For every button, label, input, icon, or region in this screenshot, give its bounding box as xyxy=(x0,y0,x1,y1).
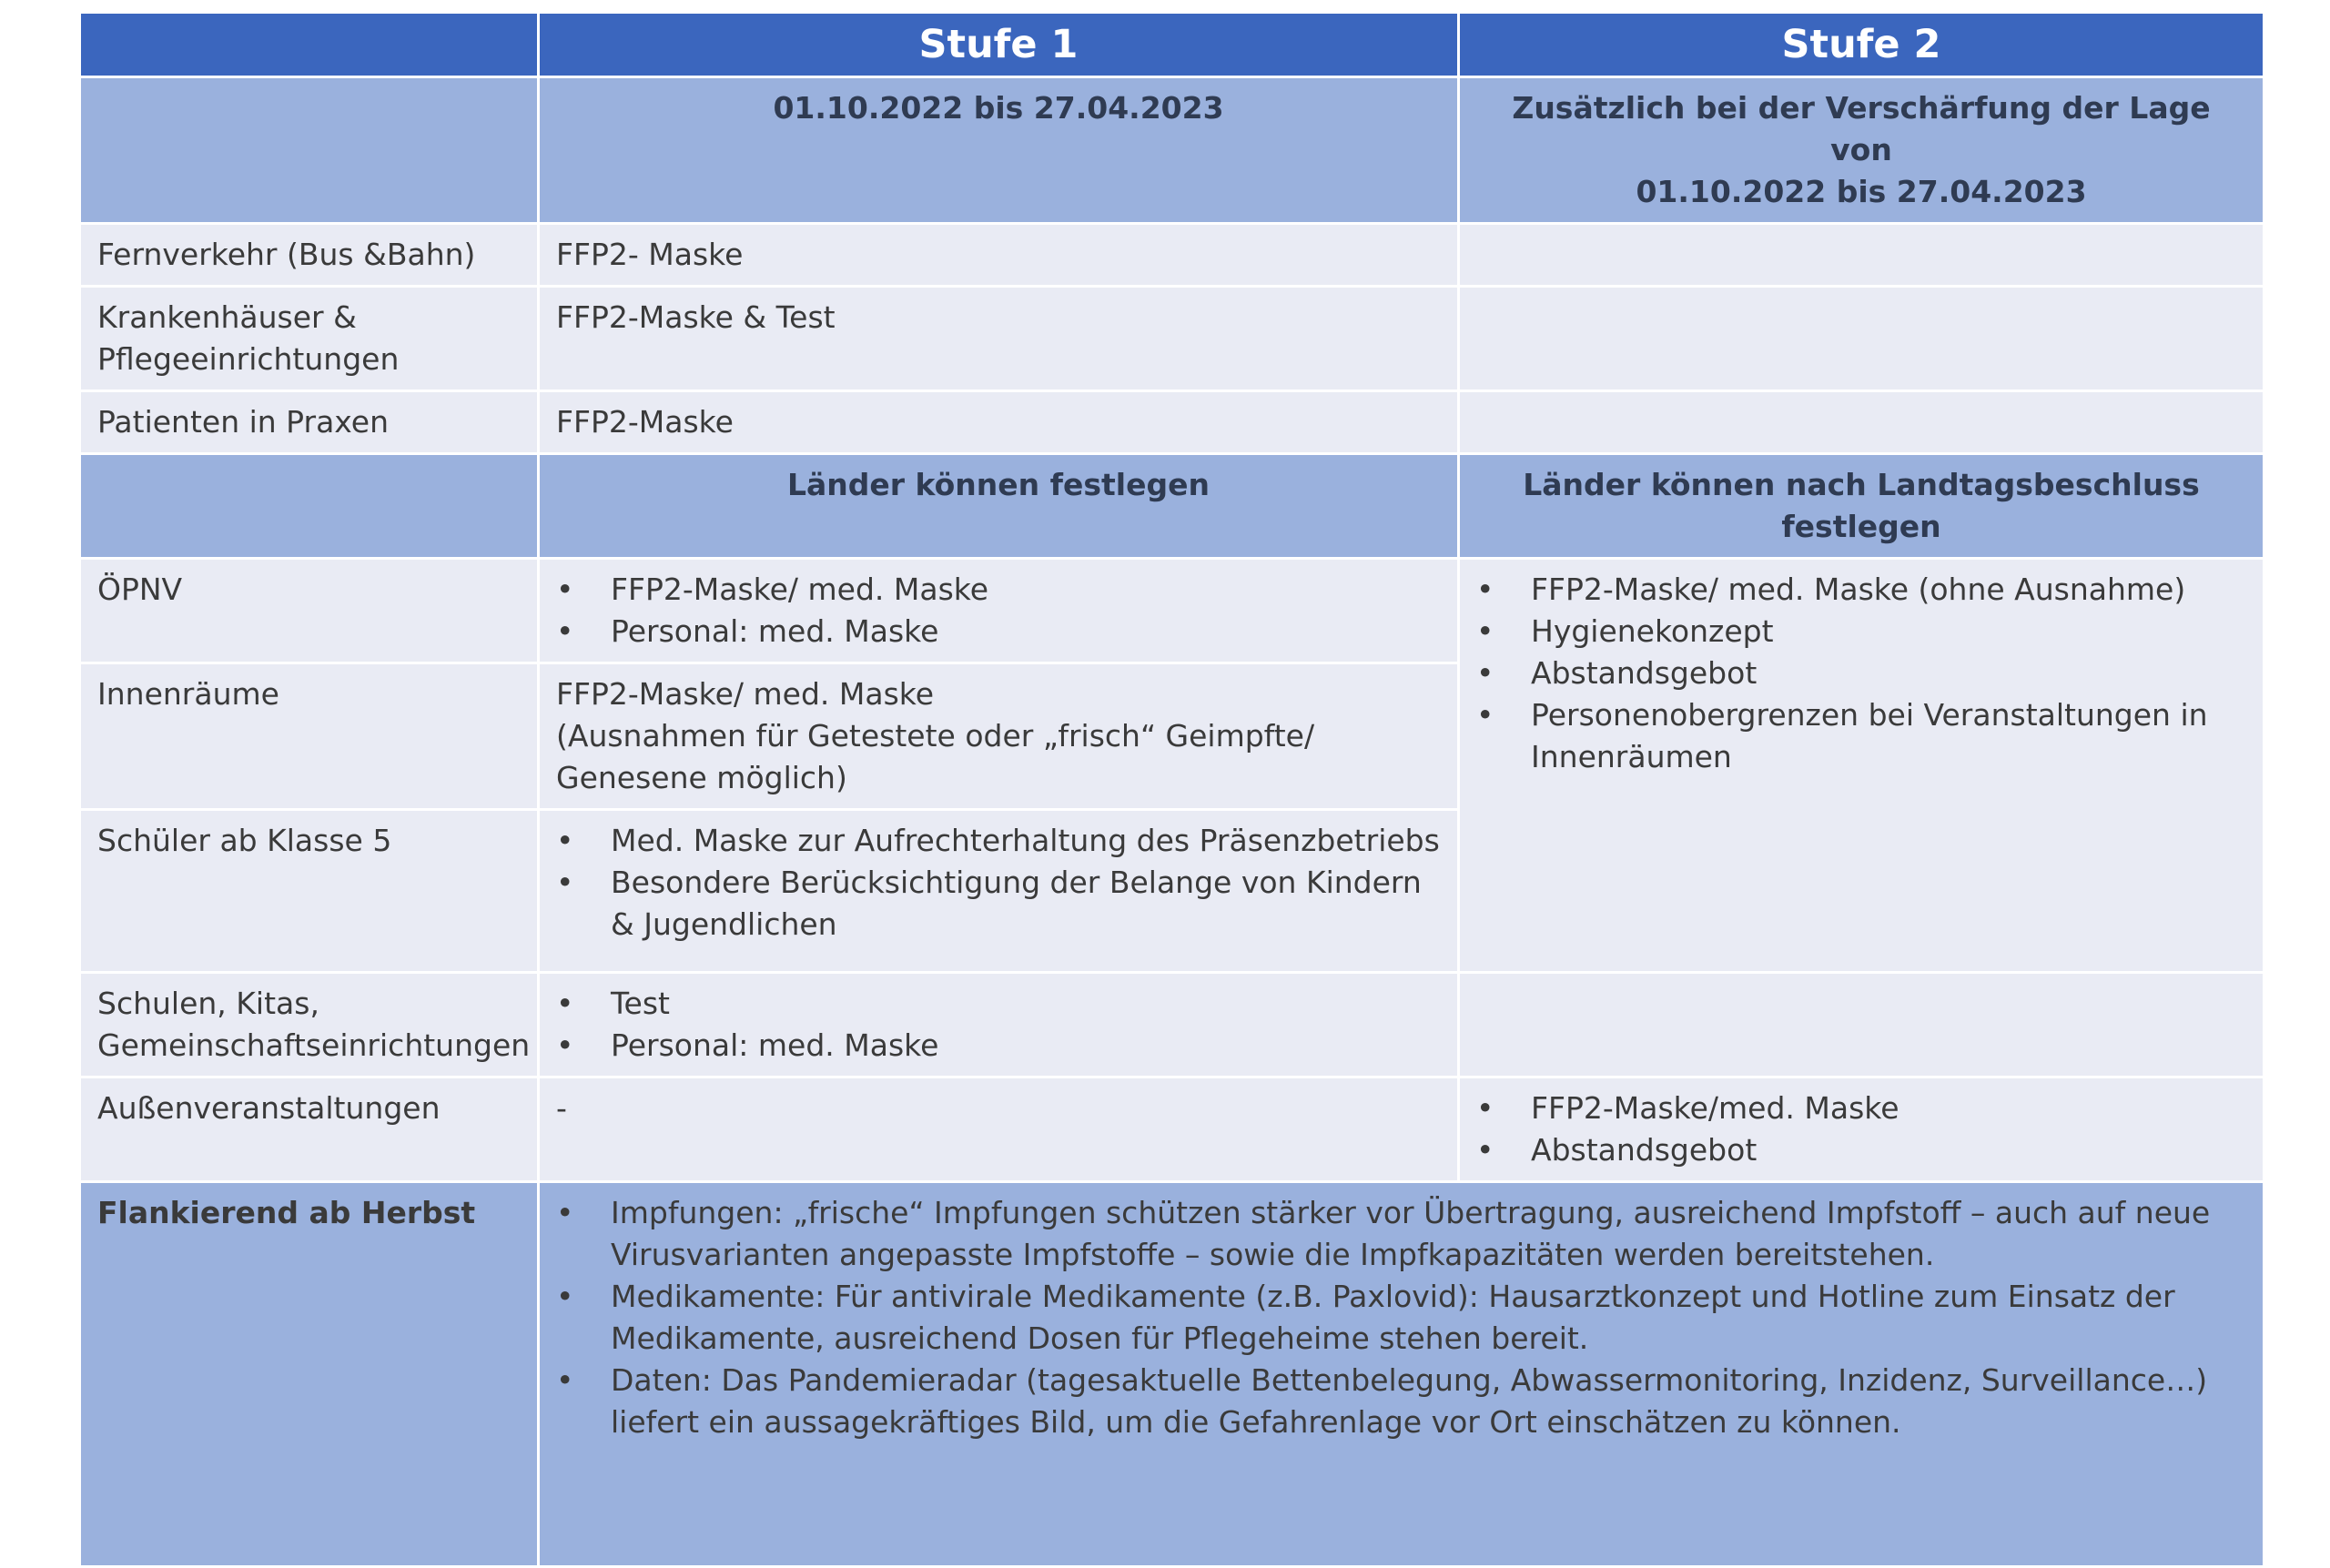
row-label-line1: Krankenhäuser & xyxy=(97,299,357,335)
row-label xyxy=(80,287,539,391)
list-item: • Daten: Das Pandemieradar (tagesaktuelle Bettenbelegung, Abwassermonitoring, Inzidenz, Surveillance…) liefert ein aussagekräftiges Bild, um die Gefahrenlage vor Ort einschätzen zu können. xyxy=(556,1360,2246,1443)
stufe1-value xyxy=(539,810,1459,973)
row-label-line2: Gemeinschaftseinrichtungen xyxy=(97,1027,531,1063)
empty-subheader-cell xyxy=(80,454,539,559)
stufe1-value: - xyxy=(539,1077,1459,1182)
stufe2-period-line2: 01.10.2022 bis 27.04.2023 xyxy=(1636,174,2087,209)
table-row-schulen xyxy=(80,973,2264,1077)
table-row-fernverkehr xyxy=(80,224,2264,287)
list-item: • FFP2-Maske/ med. Maske (ohne Ausnahme) xyxy=(1476,569,2246,611)
list-item: • Test xyxy=(556,983,1441,1025)
stufe1-value: FFP2-Maske & Test xyxy=(539,287,1459,391)
list-item: • FFP2-Maske/ med. Maske xyxy=(556,569,1441,611)
bullet-list xyxy=(1476,1087,2246,1171)
laender-subheader-row xyxy=(80,454,2264,559)
list-item: • Personenobergrenzen bei Veranstaltungen in Innenräumen xyxy=(1476,694,2246,778)
bullet-list xyxy=(556,1192,2246,1443)
stufe1-subheader: Länder können festlegen xyxy=(539,454,1459,559)
list-item: • Impfungen: „frische“ Impfungen schützen stärker vor Übertragung, ausreichend Impfstoff – auch auf neue Virusvarianten angepasste Impfstoffe – sowie die Impfkapazitäten werden bereitstehen. xyxy=(556,1192,2246,1276)
stufe1-line2: (Ausnahmen für Getestete oder „frisch“ Geimpfte/ Genesene möglich) xyxy=(556,718,1315,795)
list-item: • Personal: med. Maske xyxy=(556,1025,1441,1067)
table-row-patienten xyxy=(80,391,2264,454)
stufe2-value xyxy=(1459,1077,2264,1182)
stufe2-title: Stufe 2 xyxy=(1459,13,2264,77)
stufe2-value xyxy=(1459,224,2264,287)
row-label: Außenveranstaltungen xyxy=(80,1077,539,1182)
stufe1-value: FFP2-Maske xyxy=(539,391,1459,454)
stufe1-value xyxy=(539,559,1459,663)
list-item: • Hygienekonzept xyxy=(1476,611,2246,652)
list-item: • Medikamente: Für antivirale Medikamente (z.B. Paxlovid): Hausarztkonzept und Hotline zum Einsatz der Medikamente, ausreichend Dosen für Pflegeheime stehen bereit. xyxy=(556,1276,2246,1360)
bullet-list xyxy=(556,983,1441,1067)
stufe1-title: Stufe 1 xyxy=(539,13,1459,77)
list-item: • Med. Maske zur Aufrechterhaltung des Präsenzbetriebs xyxy=(556,820,1441,862)
row-label: ÖPNV xyxy=(80,559,539,663)
row-label xyxy=(80,973,539,1077)
stufe2-period-line1: Zusätzlich bei der Verschärfung der Lage von xyxy=(1512,90,2211,167)
row-label-line2: Pflegeeinrichtungen xyxy=(97,341,400,377)
stufe1-value xyxy=(539,973,1459,1077)
table-row-oepnv xyxy=(80,559,2264,663)
row-label: Flankierend ab Herbst xyxy=(80,1182,539,1567)
row-label: Innenräume xyxy=(80,663,539,810)
list-item: • Abstandsgebot xyxy=(1476,652,2246,694)
stage-title-row xyxy=(80,13,2264,77)
list-item: • Abstandsgebot xyxy=(1476,1129,2246,1171)
row-label-line1: Schulen, Kitas, xyxy=(97,986,319,1021)
table-row-krankenhaeuser xyxy=(80,287,2264,391)
measures-table xyxy=(78,11,2265,1568)
period-row xyxy=(80,77,2264,224)
list-item: • FFP2-Maske/med. Maske xyxy=(1476,1087,2246,1129)
stufe1-period: 01.10.2022 bis 27.04.2023 xyxy=(539,77,1459,224)
empty-title-cell xyxy=(80,13,539,77)
stufe2-value xyxy=(1459,391,2264,454)
flankierend-value xyxy=(539,1182,2264,1567)
stufe2-group-value xyxy=(1459,559,2264,973)
stufe1-value xyxy=(539,663,1459,810)
stufe2-subheader: Länder können nach Landtagsbeschluss festlegen xyxy=(1459,454,2264,559)
table-row-aussen xyxy=(80,1077,2264,1182)
list-item: • Personal: med. Maske xyxy=(556,611,1441,652)
list-item: • Besondere Berücksichtigung der Belange von Kindern & Jugendlichen xyxy=(556,862,1441,946)
bullet-list xyxy=(1476,569,2246,778)
table-row-flankierend xyxy=(80,1182,2264,1567)
stufe2-value xyxy=(1459,287,2264,391)
stufe1-line1: FFP2-Maske/ med. Maske xyxy=(556,676,934,712)
bullet-list xyxy=(556,820,1441,946)
row-label: Schüler ab Klasse 5 xyxy=(80,810,539,973)
stufe1-value: FFP2- Maske xyxy=(539,224,1459,287)
stufe2-value xyxy=(1459,973,2264,1077)
bullet-list xyxy=(556,569,1441,652)
empty-period-cell xyxy=(80,77,539,224)
row-label: Fernverkehr (Bus &Bahn) xyxy=(80,224,539,287)
stufe2-period xyxy=(1459,77,2264,224)
row-label: Patienten in Praxen xyxy=(80,391,539,454)
